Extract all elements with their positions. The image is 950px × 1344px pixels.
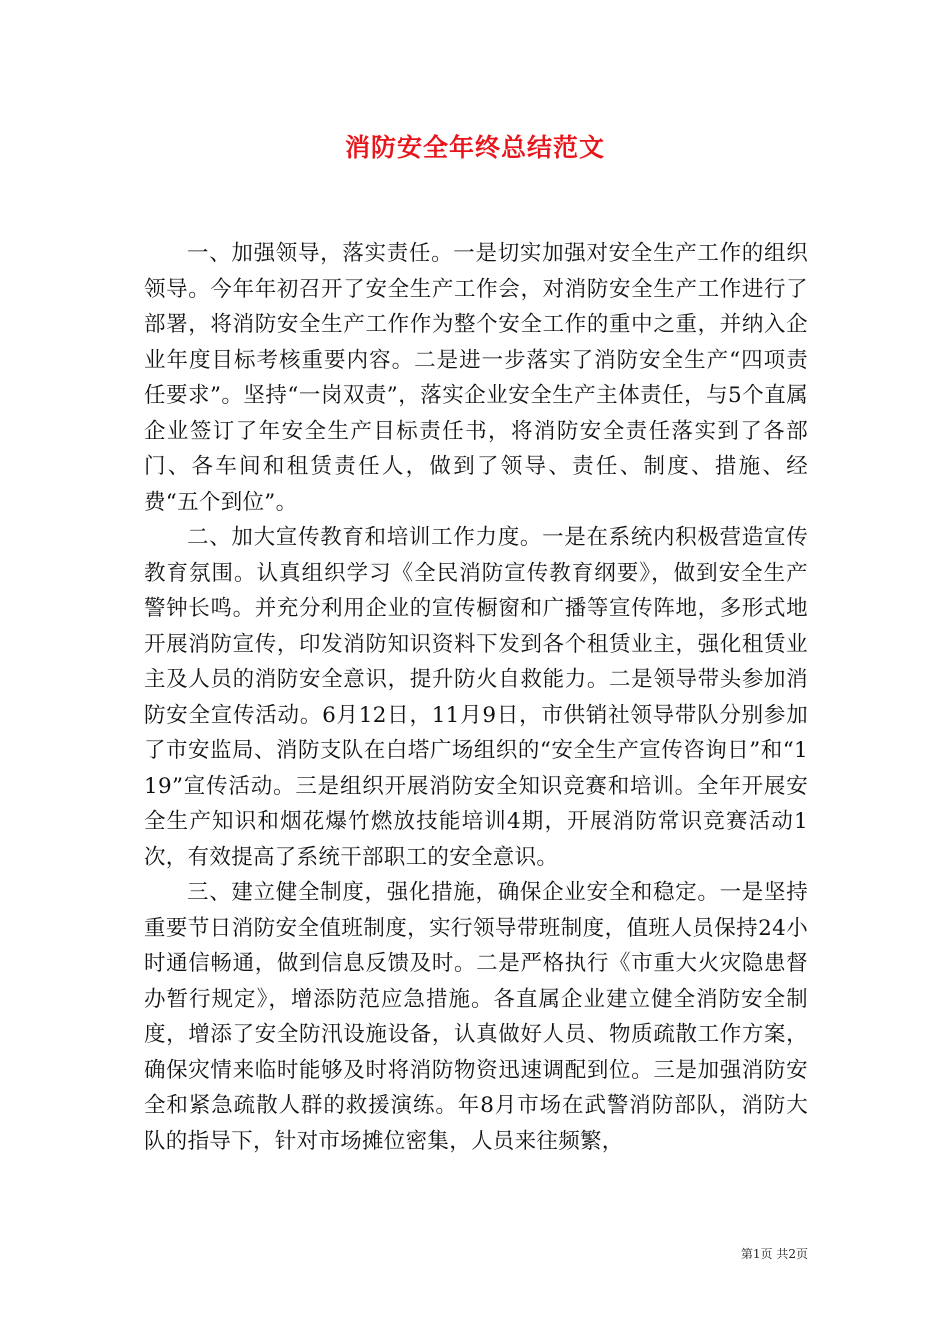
page-number-footer: 第1页 共2页	[740, 1247, 808, 1261]
paragraph-1: 一、加强领导，落实责任。一是切实加强对安全生产工作的组织领导。今年年初召开了安全生产工作会，对消防安全生产工作进行了部署，将消防安全生产工作作为整个安全工作的重中之重，并纳入企业年度目标考核重要内容。二是进一步落实了消防安全生产“四项责任要求”。坚持“一岗双责”，落实企业安全生产主体责任，与5个直属企业签订了年安全生产目标责任书，将消防安全责任落实到了各部门、各车间和租赁责任人，做到了领导、责任、制度、措施、经费“五个到位”。	[144, 241, 808, 515]
document-body	[144, 236, 808, 1159]
document-title: 消防安全年终总结范文	[344, 133, 605, 162]
paragraph-2: 二、加大宣传教育和培训工作力度。一是在系统内积极营造宣传教育氛围。认真组织学习《全民消防宣传教育纲要》，做到安全生产警钟长鸣。并充分利用企业的宣传橱窗和广播等宣传阵地，多形式地开展消防宣传，印发消防知识资料下发到各个租赁业主，强化租赁业主及人员的消防安全意识，提升防火自救能力。二是领导带头参加消防安全宣传活动。6月12日，11月9日，市供销社领导带队分别参加了市安监局、消防支队在白塔广场组织的“安全生产宣传咨询日”和“119”宣传活动。三是组织开展消防安全知识竞赛和培训。全年开展安全生产知识和烟花爆竹燃放技能培训4期，开展消防常识竞赛活动1次，有效提高了系统干部职工的安全意识。	[144, 525, 808, 870]
paragraph-3: 三、建立健全制度，强化措施，确保企业安全和稳定。一是坚持重要节日消防安全值班制度，实行领导带班制度，值班人员保持24小时通信畅通，做到信息反馈及时。二是严格执行《市重大火灾隐患督办暂行规定》，增添防范应急措施。各直属企业建立健全消防安全制度，增添了安全防汛设施设备，认真做好人员、物质疏散工作方案，确保灾情来临时能够及时将消防物资迅速调配到位。三是加强消防安全和紧急疏散人群的救援演练。年8月市场在武警消防部队，消防大队的指导下，针对市场摊位密集，人员来往频繁，	[144, 880, 808, 1154]
